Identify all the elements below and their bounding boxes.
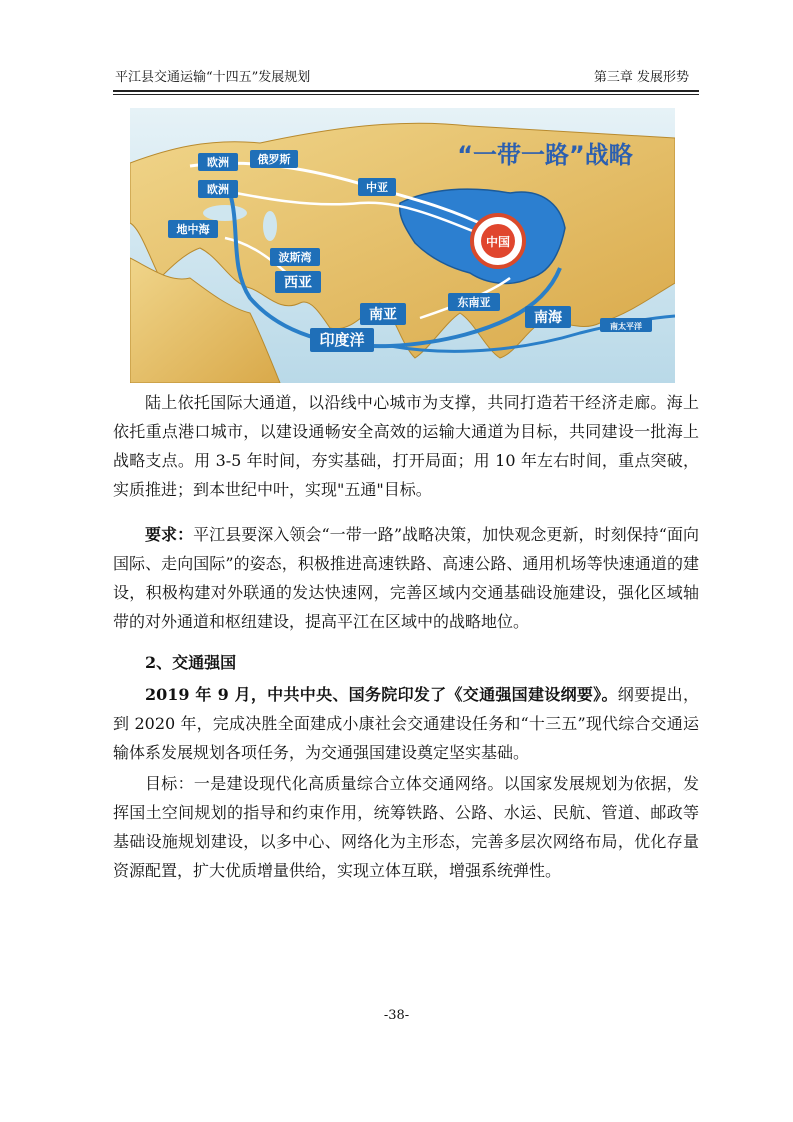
map-label-europe1: 欧洲 (207, 156, 229, 169)
map-label-south-sea: 南海 (534, 310, 562, 326)
page-number: -38- (383, 1008, 410, 1023)
paragraph-requirements (113, 520, 699, 636)
map-label-russia: 俄罗斯 (257, 153, 291, 166)
map-label-southeast-asia: 东南亚 (457, 296, 491, 309)
caspian-sea (263, 211, 277, 241)
header-chapter-title: 第三章 发展形势 (593, 70, 689, 85)
map-label-west-asia: 西亚 (284, 275, 312, 291)
requirements-label: 要求： (145, 525, 194, 544)
paragraph-outline-issued (113, 680, 699, 767)
header-rule-thin (113, 94, 699, 95)
map-label-europe2: 欧洲 (207, 183, 229, 196)
map-label-mediterranean: 地中海 (176, 223, 210, 236)
map-label-south-asia: 南亚 (369, 307, 397, 323)
outline-issued-bold: 2019 年 9 月，中共中央、国务院印发了《交通强国建设纲要》。 (145, 685, 618, 704)
paragraph-goals: 目标：一是建设现代化高质量综合立体交通网络。以国家发展规划为依据，发挥国土空间规划的指导和约束作用，统筹铁路、公路、水运、民航、管道、邮政等基础设施规划建设，以多中心、网络化为主形态，完善多层次网络布局，优化存量资源配置，扩大优质增量供给，实现立体互联，增强系统弹性。 (113, 774, 699, 880)
map-label-central-asia: 中亚 (366, 181, 388, 194)
section-heading-transport-power: 2、交通强国 (145, 653, 237, 672)
outline-issued-text: 纲要提出，到 2020 年，完成决胜全面建成小康社会交通建设任务和“十三五”现代综合交通运输体系发展规划各项任务，为交通强国建设奠定坚实基础。 (113, 685, 699, 762)
map-label-persian-gulf: 波斯湾 (278, 251, 312, 264)
map-label-south-pacific: 南太平洋 (610, 322, 642, 331)
belt-and-road-map (130, 108, 675, 383)
map-illustration (130, 108, 675, 383)
map-label-china: 中国 (485, 235, 511, 249)
paragraph-land-sea-strategy: 陆上依托国际大通道，以沿线中心城市为支撑，共同打造若干经济走廊。海上依托重点港口城市，以建设通畅安全高效的运输大通道为目标，共同建设一批海上战略支点。用 3-5 年时间，夯实基础，打开局面；用 10 年左右时间，重点突破，实质推进；到本世纪中叶，实现"五通"目标。 (113, 393, 699, 499)
map-label-indian-ocean: 印度洋 (319, 331, 365, 349)
requirements-text: 平江县要深入领会“一带一路”战略决策，加快观念更新，时刻保持“面向国际、走向国际”的姿态，积极推进高速铁路、高速公路、通用机场等快速通道的建设，积极构建对外联通的发达快速网，完善区域内交通基础设施建设，强化区域轴带的对外通道和枢纽建设，提高平江在区域中的战略地位。 (113, 525, 699, 631)
map-title: “一带一路”战略 (457, 141, 633, 169)
header-rule-thick (113, 90, 699, 92)
black-sea (203, 205, 247, 221)
header-document-title: 平江县交通运输“十四五”发展规划 (115, 70, 311, 85)
